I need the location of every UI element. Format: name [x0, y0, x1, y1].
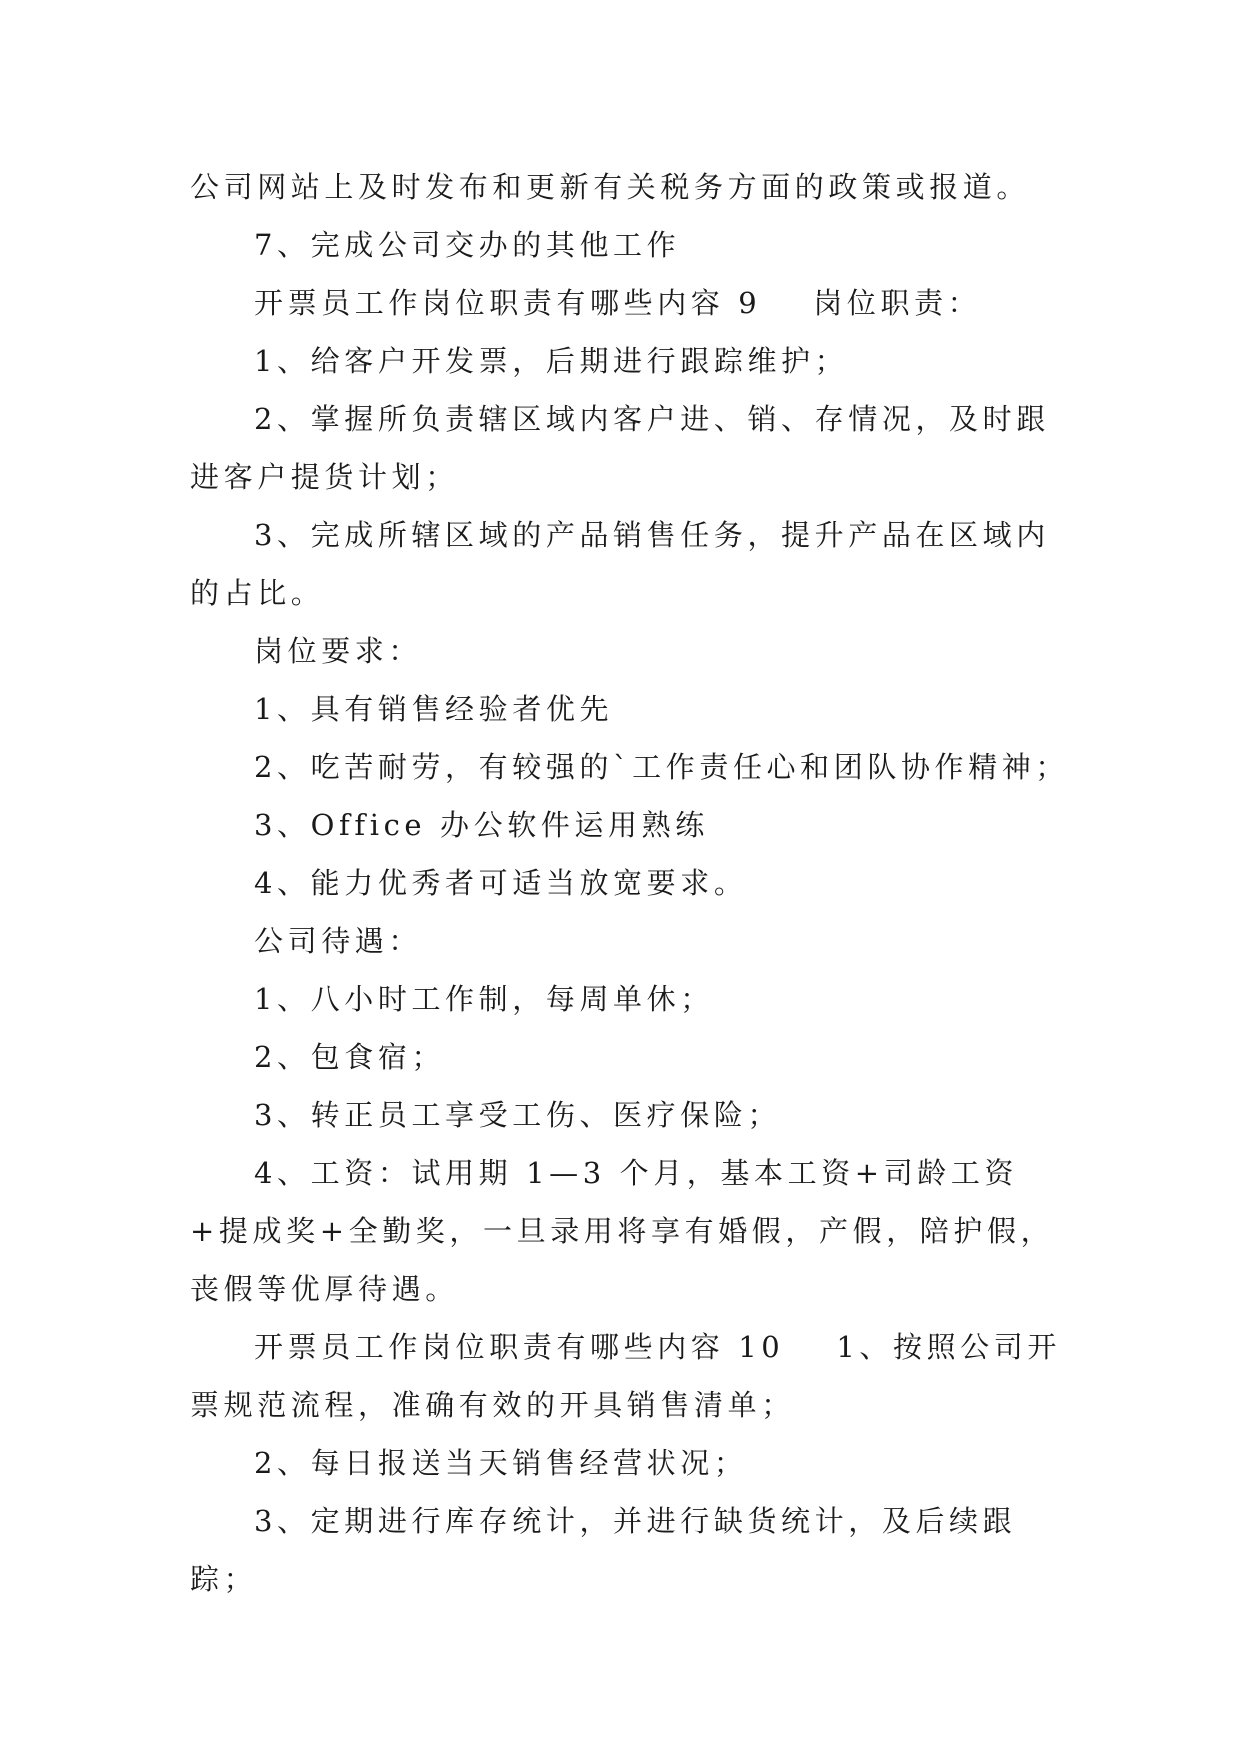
requirement-item-4: 4、能力优秀者可适当放宽要求。 [254, 866, 748, 900]
duty-item-1: 1、给客户开发票，后期进行跟踪维护； [254, 344, 849, 378]
paragraph-website-policy: 公司网站上及时发布和更新有关税务方面的政策或报道。 [190, 170, 1031, 204]
requirement-item-1: 1、具有销售经验者优先 [254, 692, 614, 726]
section-title-10: 开票员工作岗位职责有哪些内容 10 [254, 1330, 785, 1364]
document-body [190, 158, 1070, 1608]
benefits-heading: 公司待遇： [254, 924, 423, 958]
section-title-9: 开票员工作岗位职责有哪些内容 9 [254, 286, 762, 320]
benefit-item-4: 4、工资：试用期 1—3 个月，基本工资+司龄工资+提成奖+全勤奖，一旦录用将享有婚假，产假，陪护假，丧假等优厚待遇。 [190, 1156, 1055, 1306]
section-subtitle-duties: 岗位职责： [813, 286, 982, 320]
section-10-item-2: 2、每日报送当天销售经营状况； [254, 1446, 748, 1480]
paragraph-other-work: 7、完成公司交办的其他工作 [254, 228, 681, 262]
section-heading-10 [190, 1318, 1070, 1434]
section-10-item-3: 3、定期进行库存统计，并进行缺货统计，及后续跟踪； [190, 1504, 1017, 1596]
section-10-item-1: 1、按照公司开票规范流程，准确有效的开具销售清单； [190, 1330, 1061, 1422]
benefit-item-2: 2、包食宿； [254, 1040, 446, 1074]
benefit-item-3: 3、转正员工享受工伤、医疗保险； [254, 1098, 782, 1132]
duty-item-2: 2、掌握所负责辖区域内客户进、销、存情况，及时跟进客户提货计划； [190, 402, 1050, 494]
requirements-heading: 岗位要求： [254, 634, 423, 668]
section-heading-9 [190, 274, 1070, 332]
benefit-item-1: 1、八小时工作制，每周单休； [254, 982, 714, 1016]
requirement-item-3: 3、Office 办公软件运用熟练 [254, 808, 709, 842]
requirement-item-2: 2、吃苦耐劳，有较强的`工作责任心和团队协作精神； [254, 750, 1069, 784]
duty-item-3: 3、完成所辖区域的产品销售任务，提升产品在区域内的占比。 [190, 518, 1050, 610]
